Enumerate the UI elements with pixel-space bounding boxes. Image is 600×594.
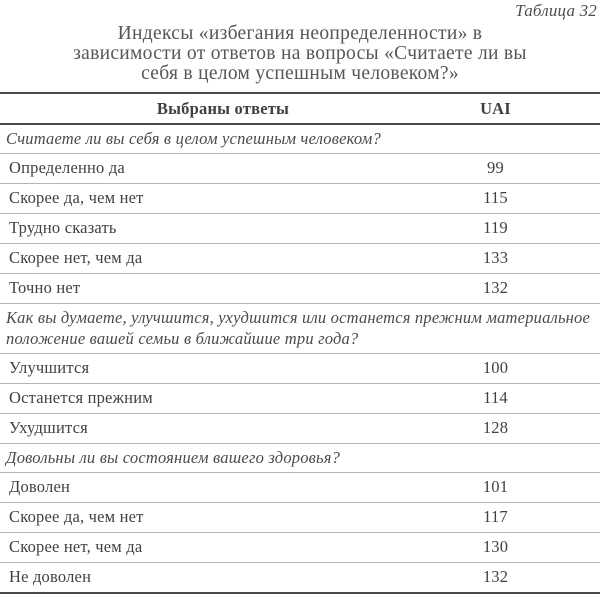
uai-value-cell: 132	[446, 274, 600, 304]
uai-value-cell: 119	[446, 214, 600, 244]
table-header-row	[0, 93, 600, 124]
table-row	[0, 503, 600, 533]
table-row	[0, 354, 600, 384]
section-question-row	[0, 124, 600, 154]
table-row	[0, 414, 600, 444]
uai-value-cell: 101	[446, 473, 600, 503]
column-header-uai: UAI	[446, 93, 600, 124]
table-row	[0, 214, 600, 244]
answer-cell: Доволен	[0, 473, 446, 503]
uai-value-cell: 99	[446, 154, 600, 184]
uai-table	[0, 92, 600, 594]
table-row	[0, 384, 600, 414]
section-question: Довольны ли вы состоянием вашего здоровья?	[0, 444, 600, 473]
answer-cell: Трудно сказать	[0, 214, 446, 244]
uai-value-cell: 132	[446, 563, 600, 594]
uai-value-cell: 100	[446, 354, 600, 384]
table-body	[0, 124, 600, 593]
answer-cell: Ухудшится	[0, 414, 446, 444]
page-title: Индексы «избегания неопределенности» в зависимости от ответов на вопросы «Считаете ли вы себя в целом успешным человеком?»	[73, 23, 527, 84]
column-header-answers: Выбраны ответы	[0, 93, 446, 124]
uai-value-cell: 115	[446, 184, 600, 214]
uai-value-cell: 117	[446, 503, 600, 533]
answer-cell: Скорее да, чем нет	[0, 503, 446, 533]
table-row	[0, 154, 600, 184]
answer-cell: Скорее да, чем нет	[0, 184, 446, 214]
table-row	[0, 184, 600, 214]
answer-cell: Скорее нет, чем да	[0, 244, 446, 274]
answer-cell: Не доволен	[0, 563, 446, 594]
section-question: Считаете ли вы себя в целом успешным человеком?	[0, 124, 600, 154]
table-row	[0, 533, 600, 563]
answer-cell: Скорее нет, чем да	[0, 533, 446, 563]
answer-cell: Улучшится	[0, 354, 446, 384]
table-caption: Таблица 32	[515, 1, 597, 20]
section-question: Как вы думаете, улучшится, ухудшится или останется прежним материальное положение вашей семьи в ближайшие три года?	[0, 304, 600, 354]
table-row	[0, 473, 600, 503]
uai-value-cell: 133	[446, 244, 600, 274]
uai-value-cell: 128	[446, 414, 600, 444]
answer-cell: Определенно да	[0, 154, 446, 184]
section-question-row	[0, 304, 600, 354]
uai-value-cell: 114	[446, 384, 600, 414]
table-row	[0, 244, 600, 274]
answer-cell: Останется прежним	[0, 384, 446, 414]
table-row	[0, 563, 600, 594]
section-question-row	[0, 444, 600, 473]
table-row	[0, 274, 600, 304]
answer-cell: Точно нет	[0, 274, 446, 304]
uai-value-cell: 130	[446, 533, 600, 563]
